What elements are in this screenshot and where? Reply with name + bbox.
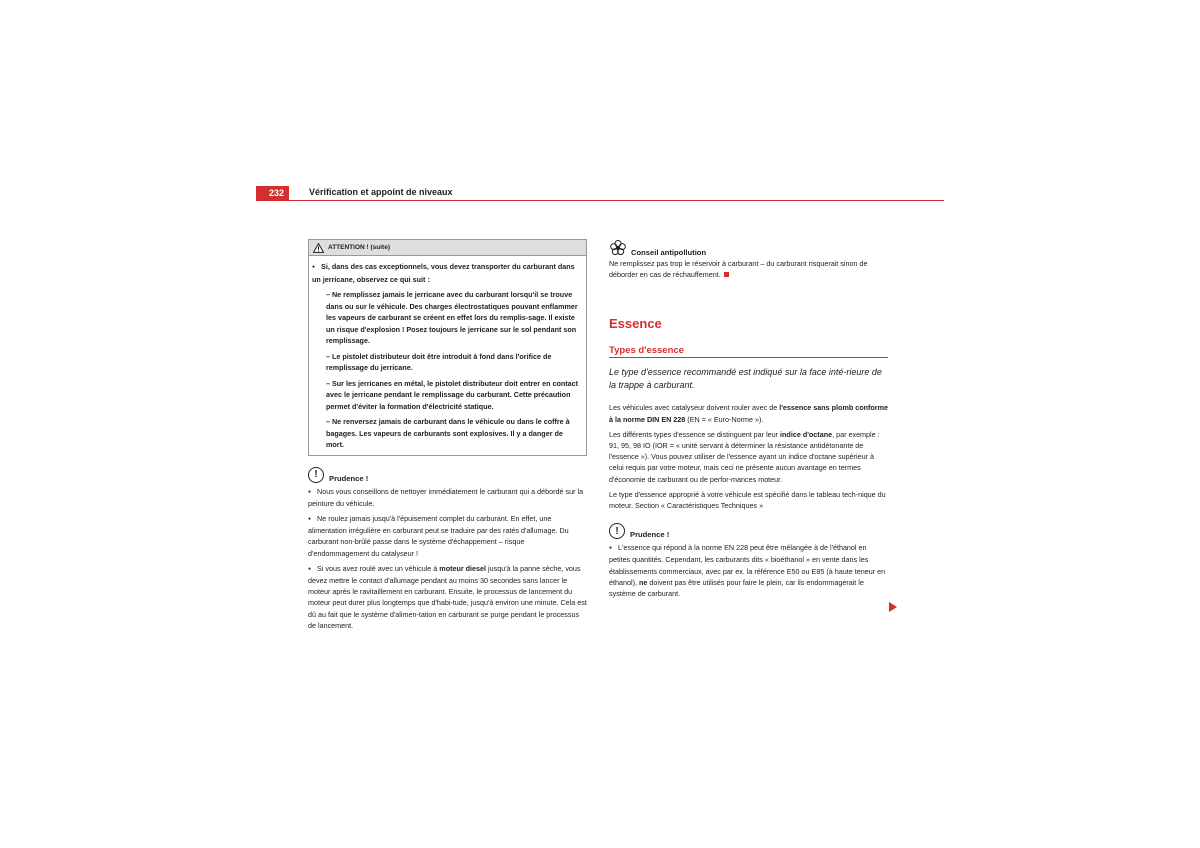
warning-title: ATTENTION ! (suite): [328, 244, 390, 251]
section-title: Essence: [609, 316, 662, 332]
next-page-arrow-icon: [889, 602, 897, 612]
caution-item: ● Nous vous conseillons de nettoyer immédiatement le carburant qui a débordé sur la peinture du véhicule.: [308, 486, 587, 509]
caution-text: [308, 486, 587, 631]
caution-item: ● L'essence qui répond à la norme EN 228 peut être mélangée à de l'éthanol en petites quantités. Cependant, les carburants dits « bioéthanol » en vente dans les établissements commerciaux, avec par ex. la référence E50 ou E85 (à haute teneur en éthanol), ne doivent pas être utilisés pour faire le plein, car ils endommagerait le système de carburant.: [609, 542, 888, 599]
eco-tip-label: Conseil antipollution: [631, 248, 707, 257]
caution-item: ● Ne roulez jamais jusqu'à l'épuisement complet du carburant. En effet, une alimentation irrégulière en carburant peut se traduire par des ratés d'allumage. Du carburant non-brûlé passe dans le système d'échappement – risque d'endommagement du catalyseur !: [308, 513, 587, 559]
eco-tip-heading: [609, 239, 888, 257]
page-number: 232: [256, 186, 289, 201]
intro-text: Le type d'essence recommandé est indiqué sur la face inté-rieure de la trappe à carburant.: [609, 367, 882, 390]
paragraph: Les véhicules avec catalyseur doivent rouler avec de l'essence sans plomb conforme à la norme DIN EN 228 (EN = « Euro-Norme »).: [609, 403, 888, 424]
body-text: [609, 402, 888, 511]
caution-label: Prudence !: [630, 530, 670, 540]
end-marker: [724, 272, 729, 277]
right-column: [609, 239, 888, 603]
caution-item: ● Si vous avez roulé avec un véhicule à moteur diesel jusqu'à la panne sèche, vous devez mettre le contact d'allumage pendant au moins 30 secondes sans lancer le moteur après le ravitaillement en carburant. Ensuite, le processus de lancement du moteur peut durer plus longtemps que d'habi-tude, jusqu'à environ une minute. Cela est dû au fait que le système d'alimen-tation en carburant se purge pendant le processus de lancement.: [308, 563, 587, 631]
warning-bullet: ● Si, dans des cas exceptionnels, vous devez transporter du carburant dans un jerricane, observez ce qui suit :: [312, 261, 581, 285]
left-column: [308, 239, 587, 635]
warning-item: – Ne renversez jamais de carburant dans le véhicule ou dans le coffre à bagages. Les vapeurs de carburants sont explosives. Il y a danger de mort.: [326, 417, 570, 449]
warning-item: – Le pistolet distributeur doit être introduit à fond dans l'orifice de remplissage du jerricane.: [326, 351, 552, 372]
warning-box: [308, 239, 587, 456]
page-header: [256, 186, 944, 202]
warning-body: [309, 256, 586, 455]
chapter-title: Vérification et appoint de niveaux: [309, 187, 453, 197]
caution-heading: [609, 523, 888, 539]
warning-item: – Sur les jerricanes en métal, le pistolet distributeur doit entrer en contact avec le jerricane pendant le remplissage du carburant. Cette précaution permet d'éviter la formation d'électricité statique.: [326, 378, 579, 411]
paragraph: Les différents types d'essence se distinguent par leur indice d'octane, par exemple : 91, 95, 98 IO (IOR = « unité servant à déterminer la résistance antidétonante de l'essence »). Vous pouvez utiliser de l'essence ayant un indice d'octane supérieur à celui requis par votre moteur, mais ceci ne présente aucun avantage en termes d'économie de carburant ou de perfor-mances moteur.: [609, 429, 880, 484]
caution-label: Prudence !: [329, 473, 369, 483]
warning-item: – Ne remplissez jamais le jerricane avec du carburant lorsqu'il se trouve dans ou sur le véhicule. Des charges électrostatiques pouvant enflammer les vapeurs de carburant se créent en effet lors du remplis-sage. Il existe un risque d'explosion ! Posez toujours le jerricane sur le sol pendant son remplissage.: [326, 290, 578, 345]
warning-header: [309, 240, 586, 256]
eco-tip-text: Ne remplissez pas trop le réservoir à carburant – du carburant risquerait sinon de déborder en cas de réchauffement.: [609, 259, 868, 280]
caution-heading: [308, 467, 587, 483]
subsection-title: Types d'essence: [609, 345, 888, 358]
header-divider: [256, 200, 944, 201]
caution-text: [609, 542, 888, 599]
flower-icon: [609, 239, 627, 257]
paragraph: Le type d'essence approprié à votre véhicule est spécifié dans le tableau tech-nique du moteur. Section « Caractéristiques Techniques »: [609, 489, 886, 511]
caution-icon: !: [609, 523, 625, 539]
caution-icon: !: [308, 467, 324, 483]
warning-triangle-icon: [313, 243, 324, 253]
